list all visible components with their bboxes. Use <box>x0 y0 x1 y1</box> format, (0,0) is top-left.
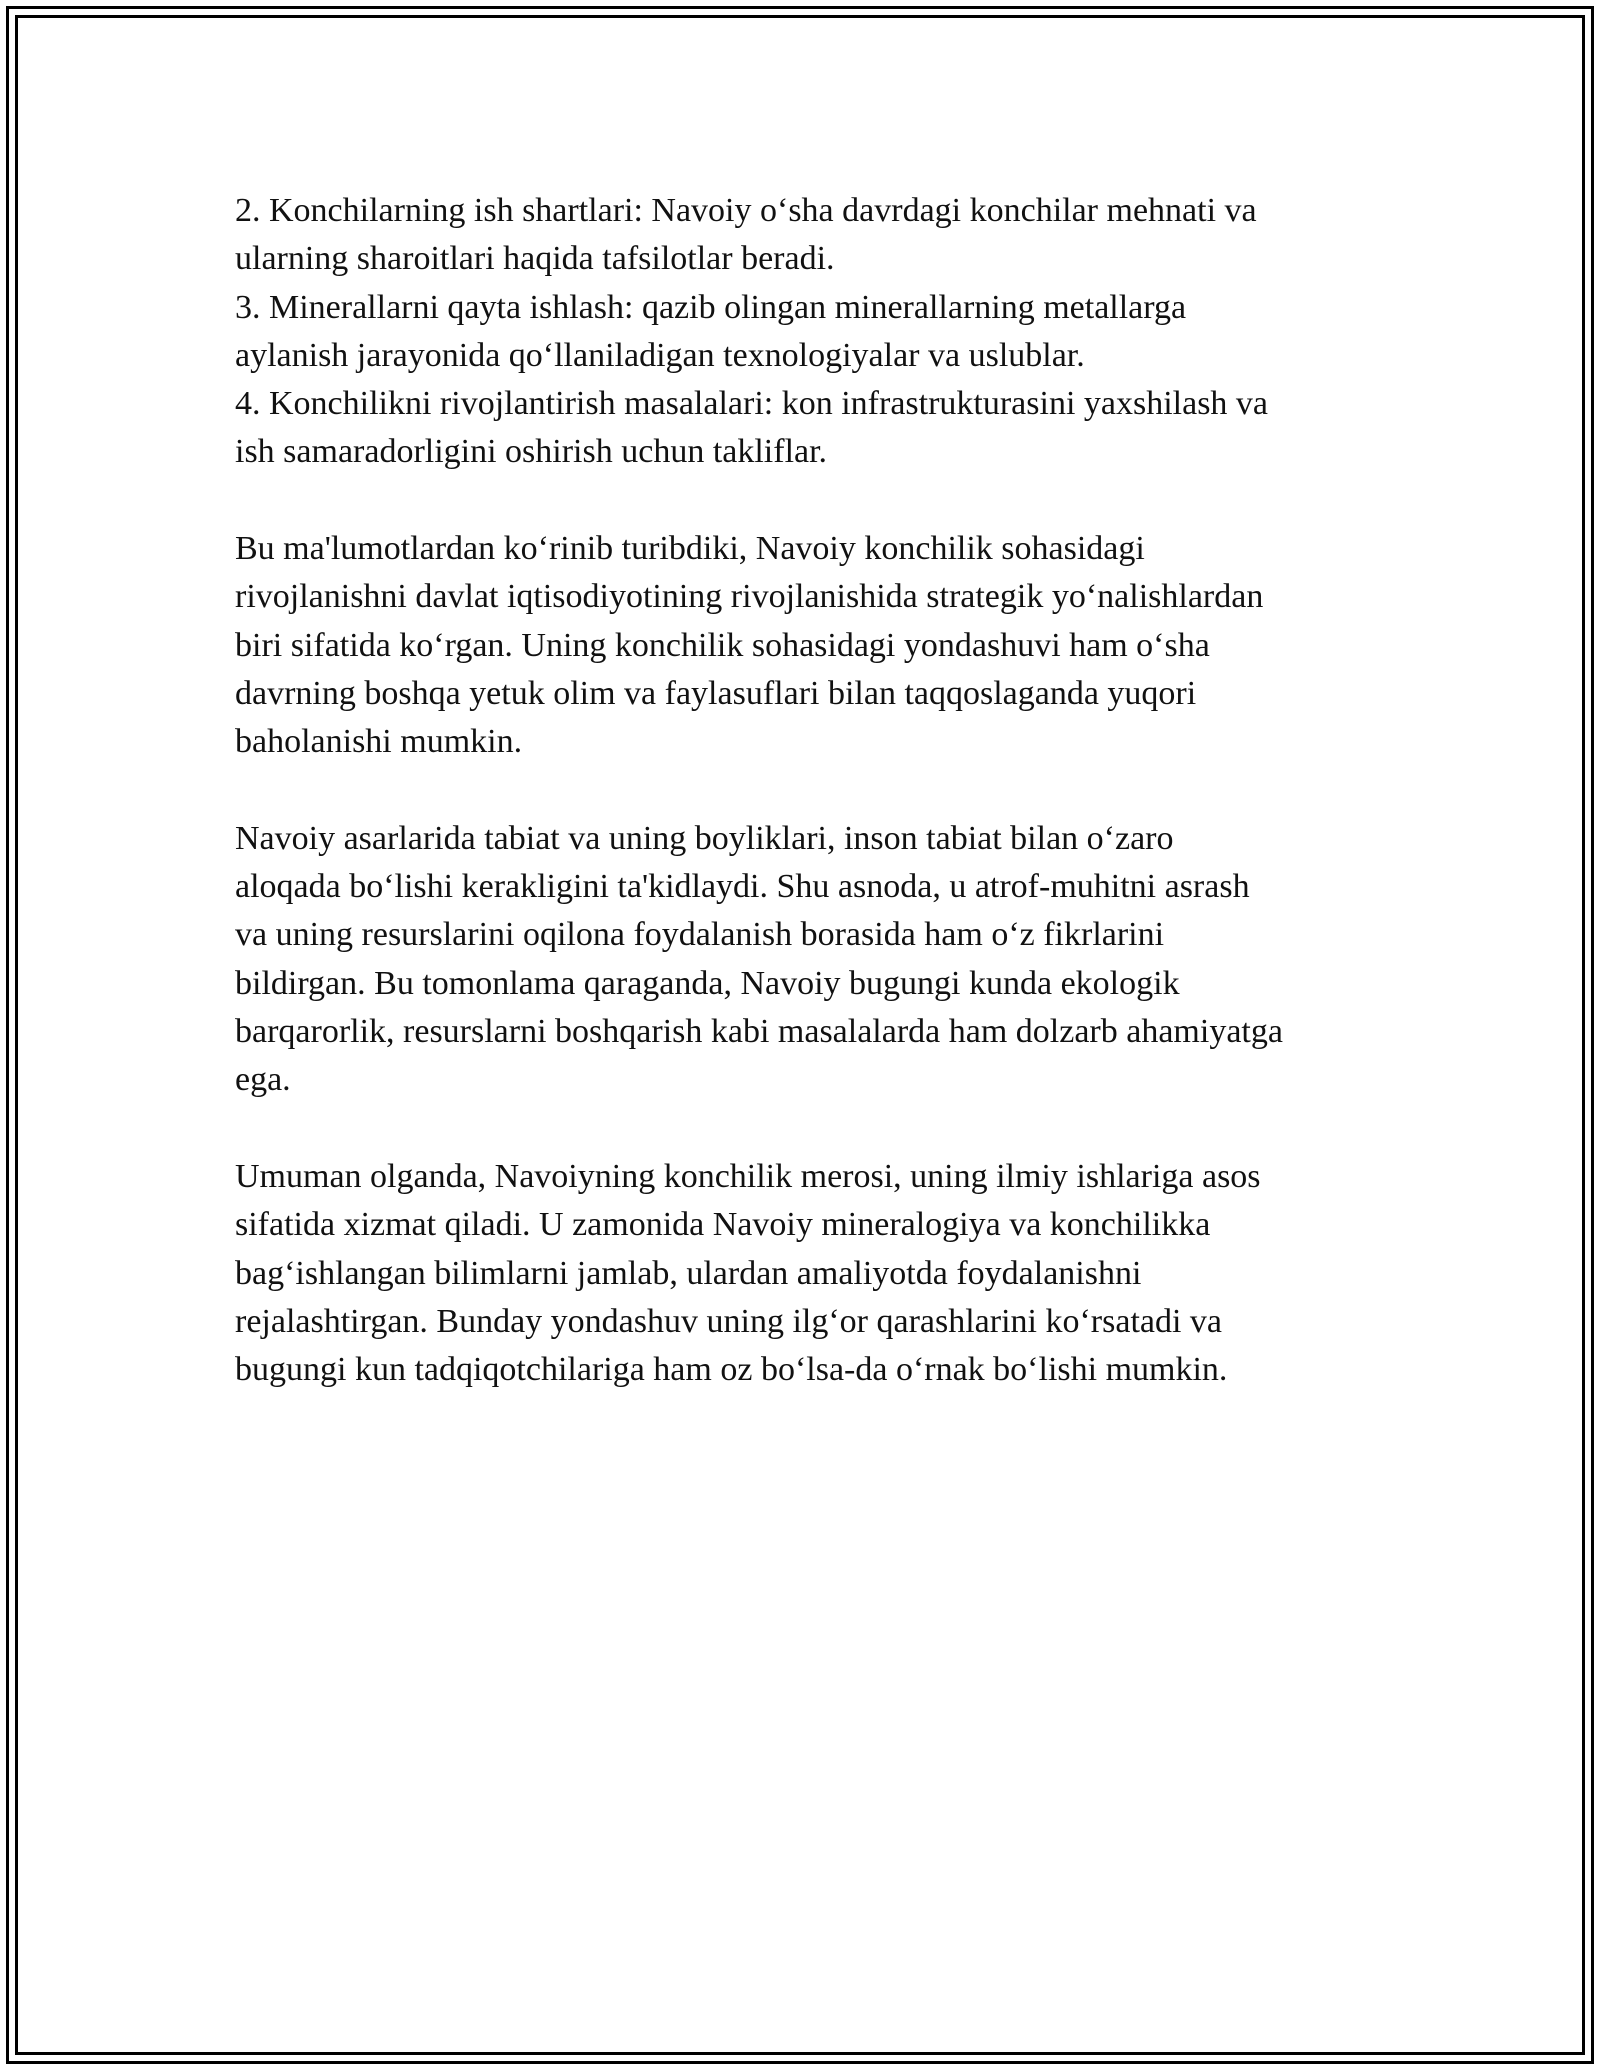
text-line: Navoiy asarlarida tabiat va uning boyliklari, inson tabiat bilan o‘zaro <box>235 819 1174 857</box>
text-line: aylanish jarayonida qo‘llaniladigan texnologiyalar va uslublar. <box>235 336 1085 374</box>
text-line: baholanishi mumkin. <box>235 723 523 761</box>
text-line: bugungi kun tadqiqotchilariga ham oz bo‘lsa-da o‘rnak bo‘lishi mumkin. <box>235 1351 1228 1389</box>
paragraph-nature-resources <box>235 815 1395 1105</box>
text-line: 4. Konchilikni rivojlantirish masalalari: kon infrastrukturasini yaxshilash va <box>235 385 1269 423</box>
text-line: biri sifatida ko‘rgan. Uning konchilik sohasidagi yondashuvi ham o‘sha <box>235 626 1210 664</box>
text-line: va uning resurslarini oqilona foydalanish borasida ham o‘z fikrlarini <box>235 916 1165 954</box>
text-line: aloqada bo‘lishi kerakligini ta'kidlaydi. Shu asnoda, u atrof-muhitni asrash <box>235 868 1250 906</box>
text-line: sifatida xizmat qiladi. U zamonida Navoiy mineralogiya va konchilikka <box>235 1206 1211 1244</box>
document-body <box>235 187 1395 1443</box>
paragraph-conclusion <box>235 1153 1395 1394</box>
text-line: 2. Konchilarning ish shartlari: Navoiy o‘sha davrdagi konchilar mehnati va <box>235 192 1257 229</box>
paragraph-list-items <box>235 187 1395 477</box>
text-line: ish samaradorligini oshirish uchun takliflar. <box>235 433 828 471</box>
text-line: davrning boshqa yetuk olim va faylasuflari bilan taqqoslaganda yuqori <box>235 674 1197 712</box>
text-line: rejalashtirgan. Bunday yondashuv uning ilg‘or qarashlarini ko‘rsatadi va <box>235 1302 1223 1340</box>
text-line: bildirgan. Bu tomonlama qaraganda, Navoiy bugungi kunda ekologik <box>235 964 1180 1002</box>
text-line: Bu ma'lumotlardan ko‘rinib turibdiki, Navoiy konchilik sohasidagi <box>235 530 1145 568</box>
text-line: 3. Minerallarni qayta ishlash: qazib olingan minerallarning metallarga <box>235 288 1187 326</box>
text-line: ularning sharoitlari haqida tafsilotlar beradi. <box>235 240 835 278</box>
text-line: barqarorlik, resurslarni boshqarish kabi masalalarda ham dolzarb ahamiyatga <box>235 1013 1283 1051</box>
text-line: Umuman olganda, Navoiyning konchilik merosi, uning ilmiy ishlariga asos <box>235 1157 1261 1195</box>
text-line: bag‘ishlangan bilimlarni jamlab, ulardan amaliyotda foydalanishni <box>235 1254 1142 1292</box>
text-line: rivojlanishni davlat iqtisodiyotining rivojlanishida strategik yo‘nalishlardan <box>235 578 1264 616</box>
text-line: ega. <box>235 1061 291 1099</box>
paragraph-strategic-direction <box>235 525 1395 766</box>
